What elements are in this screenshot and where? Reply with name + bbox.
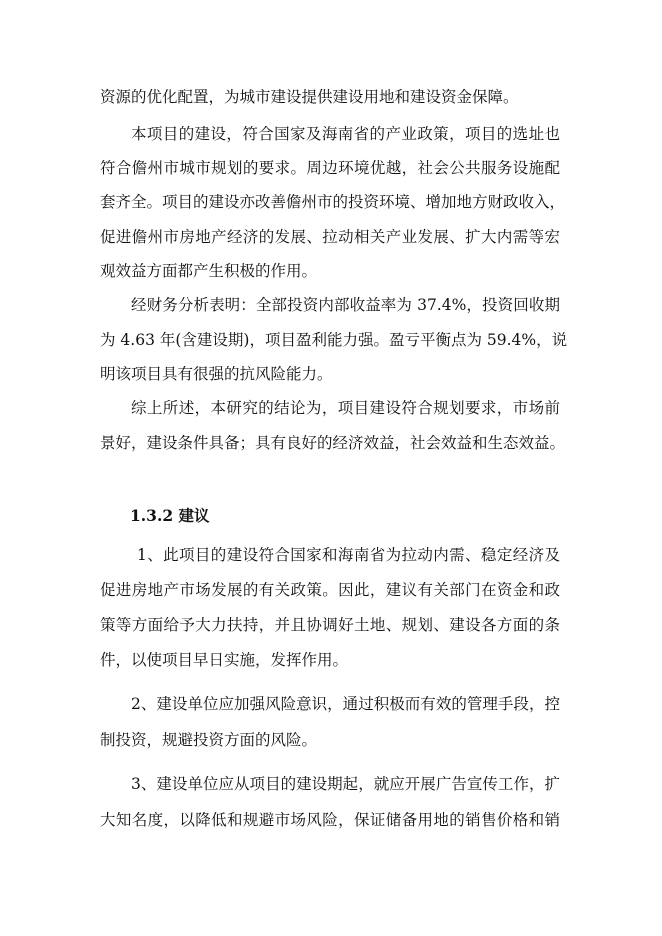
suggestion-1-line-3: 策等方面给予大力扶持，并且协调好土地、规划、建设各方面的条 [100, 616, 560, 634]
compliance-line-5: 观效益方面都产生积极的作用。 [100, 262, 318, 280]
compliance-line-2: 符合儋州市城市规划的要求。周边环境优越，社会公共服务设施配 [100, 159, 560, 177]
section-heading: 1.3.2 建议 [130, 506, 210, 525]
compliance-line-4: 促进儋州市房地产经济的发展、拉动相关产业发展、扩大内需等宏 [100, 228, 560, 246]
suggestion-2-line-1: 2、建设单位应加强风险意识，通过积极而有效的管理手段，控 [131, 695, 560, 713]
intro-line: 资源的优化配置，为城市建设提供建设用地和建设资金保障。 [100, 88, 519, 106]
finance-line-1: 经财务分析表明：全部投资内部收益率为 37.4%，投资回收期 [131, 296, 560, 314]
suggestion-3-line-1: 3、建设单位应从项目的建设期起，就应开展广告宣传工作，扩 [131, 775, 560, 793]
suggestion-1-line-4: 件，以使项目早日实施，发挥作用。 [100, 651, 349, 669]
conclusion-line-2: 景好，建设条件具备；具有良好的经济效益，社会效益和生态效益。 [100, 434, 566, 452]
suggestion-3-line-2: 大知名度，以降低和规避市场风险，保证储备用地的销售价格和销 [100, 811, 560, 829]
compliance-line-1: 本项目的建设，符合国家及海南省的产业政策，项目的选址也 [131, 125, 560, 143]
suggestion-2-line-2: 制投资，规避投资方面的风险。 [100, 731, 318, 749]
finance-line-3: 明该项目具有很强的抗风险能力。 [100, 365, 333, 383]
conclusion-line-1: 综上所述，本研究的结论为，项目建设符合规划要求，市场前 [131, 399, 560, 417]
suggestion-1-line-2: 促进房地产市场发展的有关政策。因此，建议有关部门在资金和政 [100, 581, 560, 599]
finance-line-2: 为 4.63 年(含建设期)，项目盈利能力强。盈亏平衡点为 59.4%，说 [100, 331, 568, 349]
compliance-line-3: 套齐全。项目的建设亦改善儋州市的投资环境、增加地方财政收入， [100, 193, 566, 211]
suggestion-1-line-1: 1、此项目的建设符合国家和海南省为拉动内需、稳定经济及 [137, 546, 560, 564]
